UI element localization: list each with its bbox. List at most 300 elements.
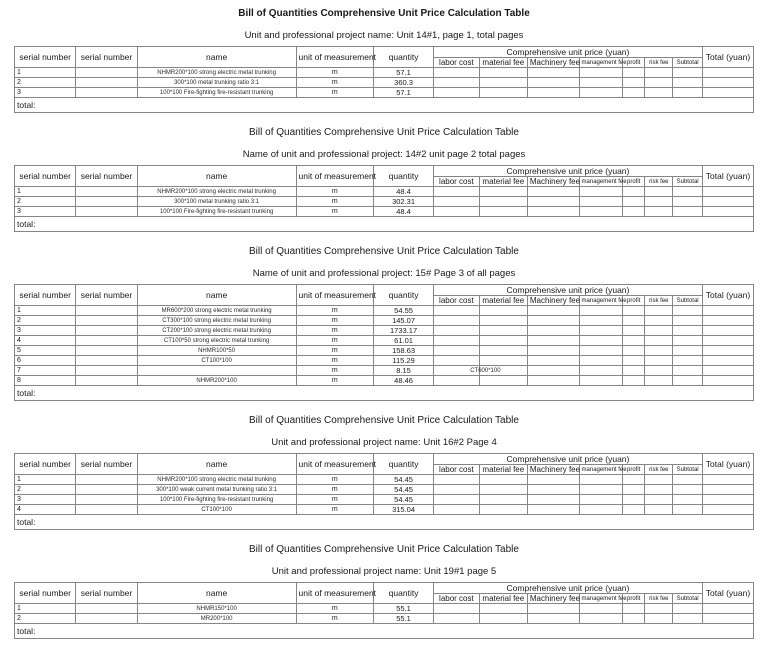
cell-material-fee xyxy=(479,88,527,98)
cell-total-label: total: xyxy=(15,217,754,232)
col-header-subtotal: Subtotal xyxy=(673,177,703,187)
cell-serial-number: 1 xyxy=(15,68,76,78)
header-row-1 xyxy=(15,454,754,465)
cell-labor-cost xyxy=(433,78,479,88)
cell-serial-number-2 xyxy=(76,316,137,326)
cell-machinery-fee xyxy=(527,197,579,207)
cell-serial-number-2 xyxy=(76,78,137,88)
cell-material-fee xyxy=(479,326,527,336)
col-header-total-yuan: Total (yuan) xyxy=(702,285,753,306)
cell-profit xyxy=(623,485,645,495)
cell-risk-fee xyxy=(645,376,673,386)
cell-quantity: 55.1 xyxy=(374,604,434,614)
cell-serial-number: 1 xyxy=(15,187,76,197)
cell-material-fee xyxy=(479,207,527,217)
col-header-subtotal: Subtotal xyxy=(673,296,703,306)
cell-labor-cost xyxy=(433,346,479,356)
cell-risk-fee xyxy=(645,495,673,505)
cell-machinery-fee xyxy=(527,356,579,366)
col-header-risk-fee: risk fee xyxy=(645,177,673,187)
col-header-quantity: quantity xyxy=(374,47,434,68)
cell-total xyxy=(702,197,753,207)
table-row xyxy=(15,366,754,376)
cell-subtotal xyxy=(673,366,703,376)
cell-profit xyxy=(623,346,645,356)
cell-serial-number: 2 xyxy=(15,316,76,326)
cell-material-fee xyxy=(479,485,527,495)
cell-serial-number: 8 xyxy=(15,376,76,386)
cell-labor-cost xyxy=(433,316,479,326)
cell-unit: m xyxy=(296,475,374,485)
cell-name: 300*100 weak current metal trunking ratio 3:1 xyxy=(137,485,296,495)
cell-risk-fee xyxy=(645,197,673,207)
cell-profit xyxy=(623,306,645,316)
cell-machinery-fee xyxy=(527,88,579,98)
cell-total xyxy=(702,316,753,326)
col-header-profit: profit xyxy=(623,465,645,475)
cell-machinery-fee xyxy=(527,68,579,78)
col-header-risk-fee: risk fee xyxy=(645,465,673,475)
cell-management-fee xyxy=(579,306,623,316)
cell-machinery-fee xyxy=(527,207,579,217)
cell-name: NHMR200*100 strong electric metal trunking xyxy=(137,475,296,485)
table-row xyxy=(15,326,754,336)
col-header-risk-fee: risk fee xyxy=(645,594,673,604)
col-header-labor-cost: labor cost xyxy=(433,177,479,187)
cell-unit: m xyxy=(296,326,374,336)
boq-section xyxy=(14,8,754,113)
cell-name: CT100*50 strong electric metal trunking xyxy=(137,336,296,346)
cell-serial-number-2 xyxy=(76,485,137,495)
table-row xyxy=(15,604,754,614)
cell-name: NHMR200*100 strong electric metal trunking xyxy=(137,68,296,78)
cell-material-fee xyxy=(479,306,527,316)
total-row xyxy=(15,515,754,530)
boq-section xyxy=(14,415,754,530)
cell-risk-fee xyxy=(645,356,673,366)
cell-name: CT100*100 xyxy=(137,356,296,366)
col-header-name: name xyxy=(137,583,296,604)
cell-profit xyxy=(623,316,645,326)
cell-labor-cost xyxy=(433,88,479,98)
cell-unit: m xyxy=(296,346,374,356)
cell-total xyxy=(702,207,753,217)
cell-serial-number: 2 xyxy=(15,78,76,88)
cell-unit: m xyxy=(296,68,374,78)
cell-name: NHMR200*100 strong electric metal trunking xyxy=(137,187,296,197)
cell-unit: m xyxy=(296,604,374,614)
cell-material-fee xyxy=(479,187,527,197)
cell-name: 100*100 Fire-fighting fire-resistant trunking xyxy=(137,207,296,217)
cell-profit xyxy=(623,187,645,197)
cell-machinery-fee xyxy=(527,187,579,197)
cell-total-label: total: xyxy=(15,624,754,639)
cell-quantity: 315.04 xyxy=(374,505,434,515)
cell-name: CT200*100 strong electric metal trunking xyxy=(137,326,296,336)
cell-quantity: 8.15 xyxy=(374,366,434,376)
cell-serial-number: 2 xyxy=(15,614,76,624)
cell-material-fee xyxy=(479,356,527,366)
cell-management-fee xyxy=(579,207,623,217)
cell-management-fee xyxy=(579,78,623,88)
col-header-serial-number-1: serial number xyxy=(15,47,76,68)
table-title: Bill of Quantities Comprehensive Unit Price Calculation Table xyxy=(249,415,519,426)
cell-total xyxy=(702,306,753,316)
cell-quantity: 360.3 xyxy=(374,78,434,88)
cell-total xyxy=(702,68,753,78)
cell-serial-number-2 xyxy=(76,68,137,78)
table-title: Bill of Quantities Comprehensive Unit Price Calculation Table xyxy=(238,8,530,19)
boq-table xyxy=(14,165,754,232)
cell-risk-fee xyxy=(645,316,673,326)
cell-serial-number: 3 xyxy=(15,88,76,98)
cell-profit xyxy=(623,336,645,346)
cell-material-fee xyxy=(479,475,527,485)
col-header-labor-cost: labor cost xyxy=(433,465,479,475)
cell-management-fee xyxy=(579,88,623,98)
cell-material-fee xyxy=(479,316,527,326)
cell-serial-number: 4 xyxy=(15,336,76,346)
col-header-serial-number-2: serial number xyxy=(76,285,137,306)
header-row-1 xyxy=(15,285,754,296)
cell-profit xyxy=(623,197,645,207)
col-header-serial-number-1: serial number xyxy=(15,583,76,604)
col-header-risk-fee: risk fee xyxy=(645,58,673,68)
col-header-subtotal: Subtotal xyxy=(673,594,703,604)
cell-labor-cost xyxy=(433,614,479,624)
cell-serial-number: 2 xyxy=(15,197,76,207)
cell-labor-cost xyxy=(433,485,479,495)
table-row xyxy=(15,78,754,88)
cell-total xyxy=(702,505,753,515)
cell-total xyxy=(702,88,753,98)
col-header-name: name xyxy=(137,166,296,187)
cell-serial-number: 6 xyxy=(15,356,76,366)
cell-unit: m xyxy=(296,316,374,326)
cell-quantity: 57.1 xyxy=(374,88,434,98)
cell-name: MR600*200 strong electric metal trunking xyxy=(137,306,296,316)
cell-profit xyxy=(623,207,645,217)
table-row xyxy=(15,88,754,98)
cell-machinery-fee xyxy=(527,78,579,88)
cell-name: 100*100 Fire-fighting fire-resistant trunking xyxy=(137,495,296,505)
table-row xyxy=(15,495,754,505)
cell-serial-number-2 xyxy=(76,88,137,98)
col-header-machinery-fee: Machinery fee xyxy=(527,296,579,306)
cell-quantity: 61.01 xyxy=(374,336,434,346)
cell-machinery-fee xyxy=(527,336,579,346)
cell-serial-number-2 xyxy=(76,505,137,515)
col-header-management-fee: management fee xyxy=(579,296,623,306)
cell-total-label: total: xyxy=(15,98,754,113)
cell-machinery-fee xyxy=(527,614,579,624)
col-header-labor-cost: labor cost xyxy=(433,58,479,68)
cell-machinery-fee xyxy=(527,366,579,376)
cell-management-fee xyxy=(579,366,623,376)
col-header-material-fee: material fee xyxy=(479,58,527,68)
cell-subtotal xyxy=(673,78,703,88)
col-header-management-fee: management fee xyxy=(579,594,623,604)
cell-labor-cost xyxy=(433,207,479,217)
col-header-profit: profit xyxy=(623,296,645,306)
cell-serial-number: 4 xyxy=(15,505,76,515)
cell-name: NHMR150*100 xyxy=(137,604,296,614)
cell-management-fee xyxy=(579,505,623,515)
cell-material-fee xyxy=(479,197,527,207)
col-header-total-yuan: Total (yuan) xyxy=(702,47,753,68)
cell-name: 100*100 Fire-fighting fire-resistant trunking xyxy=(137,88,296,98)
col-header-machinery-fee: Machinery fee xyxy=(527,58,579,68)
cell-profit xyxy=(623,376,645,386)
table-subtitle: Name of unit and professional project: 14#2 unit page 2 total pages xyxy=(242,149,526,160)
cell-profit xyxy=(623,356,645,366)
cell-profit xyxy=(623,495,645,505)
col-header-comprehensive-unit-price: Comprehensive unit price (yuan) xyxy=(433,166,702,177)
col-header-material-fee: material fee xyxy=(479,296,527,306)
boq-section xyxy=(14,127,754,232)
total-row xyxy=(15,386,754,401)
cell-material-fee xyxy=(479,346,527,356)
col-header-machinery-fee: Machinery fee xyxy=(527,465,579,475)
cell-risk-fee xyxy=(645,187,673,197)
col-header-labor-cost: labor cost xyxy=(433,594,479,604)
cell-name: CT100*100 xyxy=(137,505,296,515)
col-header-material-fee: material fee xyxy=(479,594,527,604)
cell-subtotal xyxy=(673,356,703,366)
cell-management-fee xyxy=(579,346,623,356)
col-header-comprehensive-unit-price: Comprehensive unit price (yuan) xyxy=(433,285,702,296)
cell-risk-fee xyxy=(645,614,673,624)
cell-subtotal xyxy=(673,505,703,515)
boq-table xyxy=(14,284,754,401)
cell-quantity: 54.45 xyxy=(374,485,434,495)
cell-unit: m xyxy=(296,207,374,217)
cell-risk-fee xyxy=(645,604,673,614)
cell-risk-fee xyxy=(645,78,673,88)
col-header-profit: profit xyxy=(623,594,645,604)
cell-serial-number-2 xyxy=(76,376,137,386)
table-row xyxy=(15,475,754,485)
cell-total xyxy=(702,485,753,495)
cell-risk-fee xyxy=(645,336,673,346)
cell-total xyxy=(702,376,753,386)
cell-subtotal xyxy=(673,68,703,78)
col-header-subtotal: Subtotal xyxy=(673,58,703,68)
table-row xyxy=(15,197,754,207)
cell-machinery-fee xyxy=(527,306,579,316)
col-header-quantity: quantity xyxy=(374,166,434,187)
cell-management-fee xyxy=(579,495,623,505)
header-row-1 xyxy=(15,166,754,177)
col-header-serial-number-2: serial number xyxy=(76,583,137,604)
table-row xyxy=(15,316,754,326)
table-subtitle: Unit and professional project name: Unit 19#1 page 5 xyxy=(271,566,497,577)
cell-profit xyxy=(623,505,645,515)
cell-serial-number-2 xyxy=(76,356,137,366)
cell-serial-number-2 xyxy=(76,366,137,376)
cell-quantity: 48.46 xyxy=(374,376,434,386)
total-row xyxy=(15,624,754,639)
cell-machinery-fee xyxy=(527,604,579,614)
col-header-serial-number-2: serial number xyxy=(76,166,137,187)
cell-unit: m xyxy=(296,356,374,366)
col-header-total-yuan: Total (yuan) xyxy=(702,583,753,604)
col-header-quantity: quantity xyxy=(374,454,434,475)
cell-risk-fee xyxy=(645,475,673,485)
cell-unit: m xyxy=(296,78,374,88)
cell-profit xyxy=(623,78,645,88)
cell-serial-number: 2 xyxy=(15,485,76,495)
col-header-quantity: quantity xyxy=(374,285,434,306)
cell-material-fee xyxy=(479,604,527,614)
cell-name: CT300*100 strong electric metal trunking xyxy=(137,316,296,326)
cell-profit xyxy=(623,88,645,98)
col-header-name: name xyxy=(137,47,296,68)
table-subtitle: Unit and professional project name: Unit 16#2 Page 4 xyxy=(271,437,497,448)
table-row xyxy=(15,207,754,217)
cell-management-fee xyxy=(579,336,623,346)
cell-risk-fee xyxy=(645,346,673,356)
cell-unit: m xyxy=(296,376,374,386)
cell-subtotal xyxy=(673,485,703,495)
table-row xyxy=(15,68,754,78)
cell-machinery-fee xyxy=(527,326,579,336)
cell-quantity: 48.4 xyxy=(374,187,434,197)
total-row xyxy=(15,98,754,113)
cell-labor-cost xyxy=(433,376,479,386)
cell-serial-number-2 xyxy=(76,604,137,614)
table-row xyxy=(15,306,754,316)
cell-subtotal xyxy=(673,475,703,485)
cell-total xyxy=(702,78,753,88)
cell-management-fee xyxy=(579,376,623,386)
cell-total-label: total: xyxy=(15,386,754,401)
col-header-profit: profit xyxy=(623,58,645,68)
cell-labor-cost xyxy=(433,475,479,485)
cell-material-fee xyxy=(479,376,527,386)
cell-labor-cost xyxy=(433,187,479,197)
cell-serial-number: 1 xyxy=(15,604,76,614)
cell-management-fee xyxy=(579,604,623,614)
cell-quantity: 115.29 xyxy=(374,356,434,366)
table-row xyxy=(15,614,754,624)
cell-total xyxy=(702,326,753,336)
cell-profit xyxy=(623,604,645,614)
cell-total xyxy=(702,336,753,346)
cell-machinery-fee xyxy=(527,346,579,356)
cell-subtotal xyxy=(673,187,703,197)
header-row-1 xyxy=(15,47,754,58)
cell-management-fee xyxy=(579,356,623,366)
cell-material-fee xyxy=(479,614,527,624)
col-header-management-fee: management fee xyxy=(579,58,623,68)
cell-management-fee xyxy=(579,316,623,326)
col-header-serial-number-1: serial number xyxy=(15,285,76,306)
cell-profit xyxy=(623,326,645,336)
cell-unit: m xyxy=(296,366,374,376)
col-header-management-fee: management fee xyxy=(579,465,623,475)
col-header-unit-of-measurement: unit of measurement xyxy=(296,47,374,68)
col-header-total-yuan: Total (yuan) xyxy=(702,166,753,187)
col-header-risk-fee: risk fee xyxy=(645,296,673,306)
cell-quantity: 302.31 xyxy=(374,197,434,207)
cell-quantity: 1733.17 xyxy=(374,326,434,336)
cell-total xyxy=(702,495,753,505)
cell-profit xyxy=(623,614,645,624)
cell-risk-fee xyxy=(645,366,673,376)
cell-labor-cost xyxy=(433,197,479,207)
cell-serial-number-2 xyxy=(76,346,137,356)
cell-labor-cost xyxy=(433,604,479,614)
cell-serial-number: 3 xyxy=(15,326,76,336)
cell-management-fee xyxy=(579,326,623,336)
cell-machinery-fee xyxy=(527,316,579,326)
cell-machinery-fee xyxy=(527,495,579,505)
cell-quantity: 145.07 xyxy=(374,316,434,326)
table-title: Bill of Quantities Comprehensive Unit Price Calculation Table xyxy=(249,246,519,257)
cell-serial-number-2 xyxy=(76,336,137,346)
cell-machinery-fee xyxy=(527,376,579,386)
cell-quantity: 48.4 xyxy=(374,207,434,217)
cell-material-fee xyxy=(479,68,527,78)
col-header-serial-number-2: serial number xyxy=(76,454,137,475)
table-subtitle: Name of unit and professional project: 15# Page 3 of all pages xyxy=(252,268,516,279)
cell-risk-fee xyxy=(645,485,673,495)
cell-total xyxy=(702,346,753,356)
cell-unit: m xyxy=(296,306,374,316)
header-row-1 xyxy=(15,583,754,594)
col-header-unit-of-measurement: unit of measurement xyxy=(296,285,374,306)
boq-section xyxy=(14,544,754,639)
cell-labor-cost xyxy=(433,336,479,346)
table-row xyxy=(15,356,754,366)
col-header-serial-number-1: serial number xyxy=(15,454,76,475)
table-row xyxy=(15,485,754,495)
cell-management-fee xyxy=(579,485,623,495)
cell-machinery-fee xyxy=(527,485,579,495)
total-row xyxy=(15,217,754,232)
cell-quantity: 158.63 xyxy=(374,346,434,356)
col-header-unit-of-measurement: unit of measurement xyxy=(296,583,374,604)
cell-serial-number: 1 xyxy=(15,306,76,316)
cell-material-fee xyxy=(479,495,527,505)
cell-unit: m xyxy=(296,485,374,495)
cell-labor-cost xyxy=(433,326,479,336)
cell-total xyxy=(702,614,753,624)
cell-serial-number: 5 xyxy=(15,346,76,356)
col-header-total-yuan: Total (yuan) xyxy=(702,454,753,475)
cell-name: MR200*100 xyxy=(137,614,296,624)
cell-subtotal xyxy=(673,336,703,346)
cell-profit xyxy=(623,366,645,376)
cell-serial-number-2 xyxy=(76,614,137,624)
cell-serial-number-2 xyxy=(76,197,137,207)
cell-serial-number: 1 xyxy=(15,475,76,485)
cell-total-label: total: xyxy=(15,515,754,530)
col-header-comprehensive-unit-price: Comprehensive unit price (yuan) xyxy=(433,454,702,465)
col-header-name: name xyxy=(137,454,296,475)
boq-section xyxy=(14,246,754,401)
cell-unit: m xyxy=(296,495,374,505)
col-header-quantity: quantity xyxy=(374,583,434,604)
table-row xyxy=(15,336,754,346)
cell-name: 300*100 metal trunking ratio 3:1 xyxy=(137,78,296,88)
table-row xyxy=(15,187,754,197)
cell-subtotal xyxy=(673,316,703,326)
cell-quantity: 55.1 xyxy=(374,614,434,624)
cell-risk-fee xyxy=(645,306,673,316)
cell-risk-fee xyxy=(645,207,673,217)
